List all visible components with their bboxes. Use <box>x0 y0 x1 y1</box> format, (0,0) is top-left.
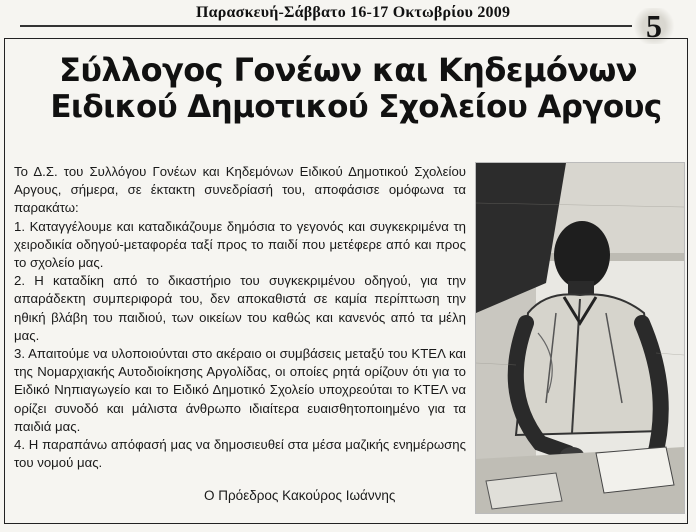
article-paragraph: 3. Απαιτούμε να υλοποιούνται στο ακέραιο οι συμβάσεις μεταξύ του ΚΤΕΛ και της Νομαρχιακής Αυτοδιοίκησης Αργολίδας, οι οποίες ρητά ορίζουν ότι για το Ειδικό Νηπιαγωγείο και το Ειδικό Δημοτικό Σχολείο υποχρεούται το ΚΤΕΛ να ορίζει συνοδό και μάλιστα άνθρωπο ιδιαίτερα ευαισθητοποιημένο για τα παιδιά μας. <box>14 346 466 434</box>
photo-illustration <box>476 163 684 513</box>
article-paragraph: Το Δ.Σ. του Συλλόγου Γονέων και Κηδεμόνων Ειδικού Δημοτικού Σχολείου Αργους, σήμερα, σε έκτακτη συνεδρίασή του, αποφάσισε ομόφωνα τα παρακάτω: <box>14 164 466 216</box>
article-photo <box>475 162 685 514</box>
article-paragraph: 1. Καταγγέλουμε και καταδικάζουμε δημόσια το γεγονός και συγκεκριμένα τη χειροδικία οδηγού-μεταφορέα ταξί προς το παιδί που μετέφερε από και προς το σχολείο μας. <box>14 218 466 271</box>
article-paragraph: 4. Η παραπάνω απόφασή μας να δημοσιευθεί στα μέσα μαζικής ενημέρωσης του νομού μας. <box>14 437 466 471</box>
article-paragraph: 2. Η καταδίκη από το δικαστήριο του συγκεκριμένου οδηγού, για την απαράδεκτη συμπεριφορά του, δεν αποκαθιστά σε καμία περίπτωση την ηθική βλάβη του παιδιού, των οικείων του καθώς και κανενός από τα μέλη μας. <box>14 273 466 343</box>
masthead-rule <box>20 25 632 27</box>
headline-line-2: Ειδικού Δημοτικού Σχολείου Αργους <box>50 89 662 125</box>
headline-line-1: Σύλλογος Γονέων και Κηδεμόνων <box>59 51 637 89</box>
article-signature: Ο Πρόεδρος Κακούρος Ιωάννης <box>204 488 396 503</box>
page-number: 5 <box>632 8 676 44</box>
article-body <box>14 163 466 472</box>
masthead-date: Παρασκευή-Σάββατο 16-17 Οκτωβρίου 2009 <box>196 4 511 21</box>
